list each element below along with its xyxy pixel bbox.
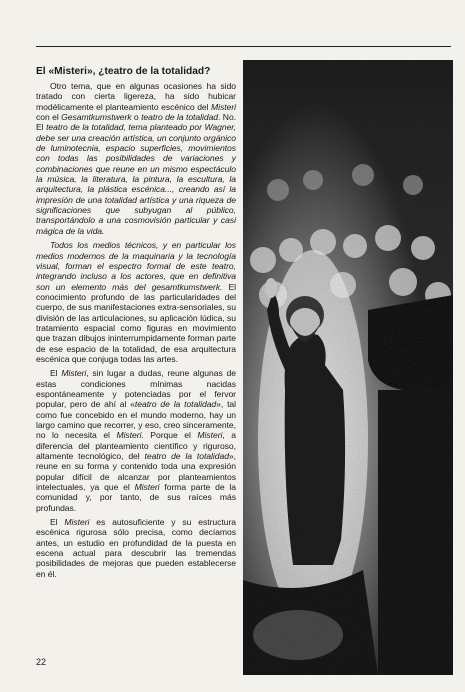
- article-body: [36, 81, 236, 579]
- text-run: . No. El: [36, 112, 237, 133]
- text-run: Misteri: [134, 482, 160, 493]
- text-run: Misteri: [197, 430, 223, 441]
- paragraph: [36, 517, 236, 579]
- paragraph: [36, 240, 236, 364]
- section-heading: El «Misteri», ¿teatro de la totalidad?: [36, 66, 211, 77]
- paragraph: [36, 81, 236, 236]
- text-run: Otro tema, que en algunas ocasiones ha sido tratado con cierta ligereza, ha sido hubicar modélicamente el planteamiento escénico del: [36, 81, 236, 112]
- text-run: El: [50, 368, 62, 379]
- text-run: », tal como fue concebido en el mundo moderno, hay un largo camino que recorrer, y eso, creo sinceramente, no lo necesita el: [36, 399, 236, 441]
- text-run: teatro de la totalidad: [144, 451, 229, 462]
- text-run: , sin lugar a dudas, reune algunas de estas condiciones mínimas nacidas espontáneamente y potenciadas por el fervor popular, pero de ahí al «: [36, 368, 236, 410]
- page-number: 22: [36, 657, 47, 667]
- text-run: teatro de la totalidad: [134, 399, 217, 410]
- text-run: Todos los medios técnicos, y en particular los medios modernos de la maquinaria y la tecnología visual, forman el espectro formal de este teatro, integrando incluso a los actores, que en definitiva son un elemento más del gesamtkumstwerk.: [36, 240, 236, 292]
- text-run: Misteri: [116, 430, 142, 441]
- text-run: El conocimiento profundo de las particularidades del cuerpo, de sus manifestaciones extra-sensoriales, su división de las articulaciones, su aplicación lúdica, su tratamiento espacial como figuras en movimiento que trazan dibujos ininterrumpidamente forman parte de ese espacio de la totalidad, de esa arquitectura escénica que conjuga todas las artes.: [36, 281, 236, 364]
- text-run: », reune en su forma y contenido toda una expresión popular difícil de alcanzar por planteamientos intelectuales, ya que el: [36, 451, 236, 493]
- article-column: [36, 66, 236, 583]
- text-run: es autosuficiente y su estructura escénica rigurosa sólo precisa, como decíamos antes, un estudio en profundidad de la puesta en escena actual para descubrir las tremendas posibilidades de mejoras que pueden establecerse en él.: [36, 517, 236, 579]
- text-run: Misteri: [61, 368, 87, 379]
- text-run: teatro de la totalidad: [141, 112, 219, 123]
- theatre-performance-photo-icon: [243, 60, 453, 675]
- text-run: Misteri: [211, 101, 236, 112]
- paragraph: [36, 368, 236, 513]
- text-run: o: [131, 112, 142, 123]
- text-run: , a diferencia del planteamiento científico y riguroso, altamente tecnológico, del: [36, 430, 236, 462]
- text-run: . Porque el: [141, 430, 198, 441]
- text-run: con el: [36, 112, 62, 123]
- top-rule: [36, 46, 451, 47]
- text-run: El: [50, 517, 65, 528]
- text-run: teatro de la totalidad, tema planteado por Wagner, debe ser una creación artística, un conjunto orgánico de luminotecnia, espacio superficies, movimientos con todas las posibilidades de variaciones y combinaciones que reune en un mismo espectáculo la música, la literatura, la pintura, la escultura, la arquitectura, la plástica escénica..., creando así la impresión de una totalidad artística y una riqueza de significaciones que subyugan al público, transportándolo a una cosmovisión particular y casi mágica de la vida.: [36, 122, 236, 236]
- text-run: Misteri: [64, 517, 90, 528]
- text-run: forma parte de la comunidad y, por tanto, de sus raíces más profundas.: [36, 482, 236, 513]
- text-run: Gesamtkumstwerk: [61, 112, 132, 123]
